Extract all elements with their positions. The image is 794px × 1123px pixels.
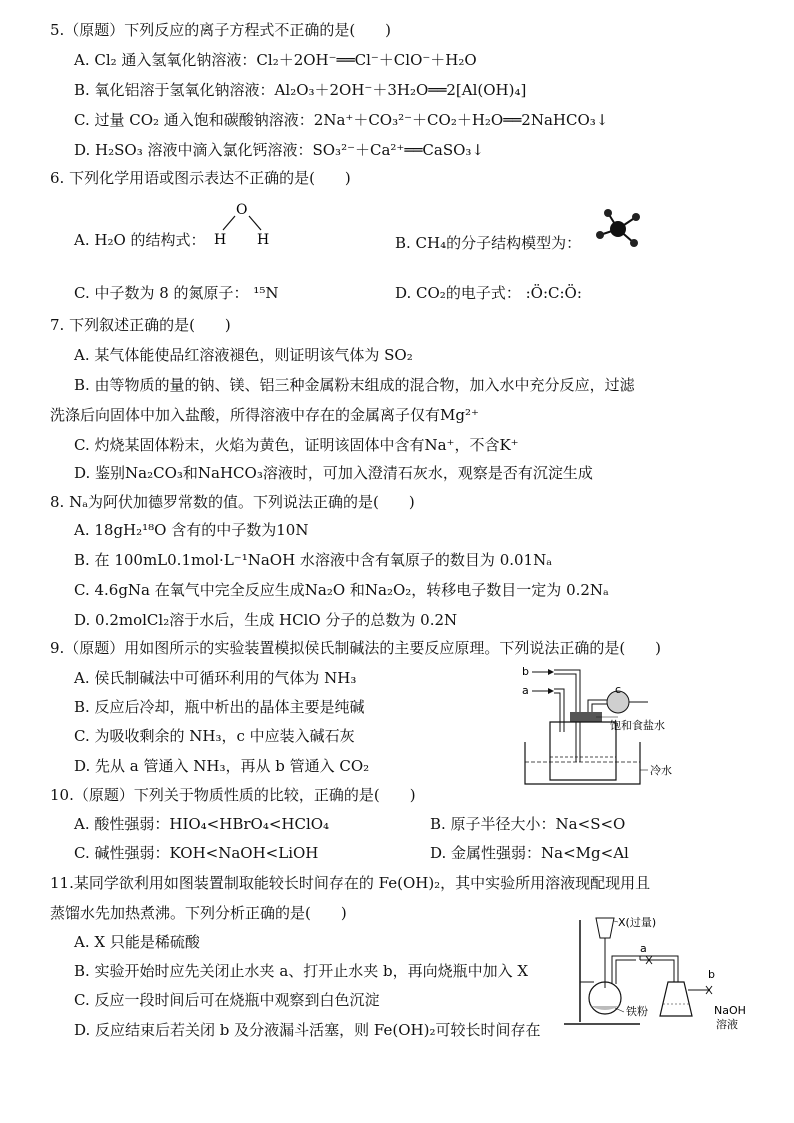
- q7-option-b-cont: 洗涤后向固体中加入盐酸，所得溶液中存在的金属离子仅有Mg²⁺: [50, 406, 479, 424]
- tube-b-label: b: [522, 665, 529, 678]
- q6-option-a[interactable]: A. H₂O 的结构式：: [74, 231, 206, 249]
- co2-electron-formula: :Ö:C:Ö:: [525, 284, 582, 302]
- water-structure-diagram: [205, 198, 275, 248]
- q11-option-b[interactable]: B. 实验开始时应先关闭止水夹 a、打开止水夹 b，再向烧瓶中加入 X: [74, 962, 529, 980]
- q11-stem-line1: 11.某同学欲利用如图装置制取能较长时间存在的 Fe(OH)₂，其中实验所用溶液现配现用且: [50, 874, 651, 892]
- q5-option-c[interactable]: C. 过量 CO₂ 通入饱和碳酸钠溶液：2Na⁺＋CO₃²⁻＋CO₂＋H₂O══2NaHCO₃↓: [74, 111, 609, 129]
- q8-stem: 8. Nₐ为阿伏加德罗常数的值。下列说法正确的是( ): [50, 493, 415, 511]
- q8-option-b[interactable]: B. 在 100mL0.1mol·L⁻¹NaOH 水溶液中含有氧原子的数目为 0.01Nₐ: [74, 551, 553, 569]
- water-h-label-left: H: [214, 232, 227, 248]
- clamp-a-label: a: [640, 942, 647, 955]
- fe-oh2-apparatus: [560, 912, 760, 1037]
- q6-option-c[interactable]: [74, 283, 279, 303]
- hou-process-apparatus: [520, 662, 695, 787]
- q8-option-a[interactable]: A. 18gH₂¹⁸O 含有的中子数为10N: [74, 521, 309, 539]
- ch4-ball-stick-model: [592, 205, 648, 251]
- q10-option-a[interactable]: A. 酸性强弱：HIO₄<HBrO₄<HClO₄: [74, 815, 330, 833]
- q11-stem-line2: 蒸馏水先加热煮沸。下列分析正确的是( ): [50, 904, 347, 922]
- q6-option-d[interactable]: [395, 283, 582, 303]
- q10-option-b[interactable]: B. 原子半径大小：Na<S<O: [430, 815, 626, 833]
- solution-label: 溶液: [716, 1018, 738, 1031]
- q7-option-c[interactable]: C. 灼烧某固体粉末，火焰为黄色，证明该固体中含有Na⁺，不含K⁺: [74, 436, 519, 454]
- q5-option-a[interactable]: A. Cl₂ 通入氢氧化钠溶液：Cl₂＋2OH⁻══Cl⁻＋ClO⁻＋H₂O: [74, 51, 477, 69]
- q5-stem: 5.（原题）下列反应的离子方程式不正确的是( ): [50, 21, 392, 39]
- q7-stem: 7. 下列叙述正确的是( ): [50, 316, 231, 334]
- q9-option-d[interactable]: D. 先从 a 管通入 NH₃，再从 b 管通入 CO₂: [74, 757, 370, 775]
- q6-option-d-text: D. CO₂的电子式：: [395, 284, 521, 302]
- water-o-label: O: [236, 202, 248, 218]
- q6-stem: 6. 下列化学用语或图示表达不正确的是( ): [50, 169, 351, 187]
- q8-option-c[interactable]: C. 4.6gNa 在氧气中完全反应生成Na₂O 和Na₂O₂，转移电子数目一定为 0.2Nₐ: [74, 581, 609, 599]
- water-h-label-right: H: [257, 232, 270, 248]
- brine-label: 饱和食盐水: [610, 719, 665, 732]
- q6-option-b[interactable]: B. CH₄的分子结构模型为：: [395, 234, 582, 252]
- q9-option-a[interactable]: A. 侯氏制碱法中可循环利用的气体为 NH₃: [74, 669, 357, 687]
- q6-option-c-text: C. 中子数为 8 的氮原子：: [74, 284, 249, 302]
- q5-option-d[interactable]: D. H₂SO₃ 溶液中滴入氯化钙溶液：SO₃²⁻＋Ca²⁺══CaSO₃↓: [74, 141, 484, 159]
- tube-c-label: c: [615, 683, 622, 696]
- q7-option-a[interactable]: A. 某气体能使品红溶液褪色，则证明该气体为 SO₂: [74, 346, 413, 364]
- q11-option-a[interactable]: A. X 只能是稀硫酸: [74, 933, 200, 951]
- q10-option-d[interactable]: D. 金属性强弱：Na<Mg<Al: [430, 844, 629, 862]
- q9-option-b[interactable]: B. 反应后冷却，瓶中析出的晶体主要是纯碱: [74, 698, 365, 716]
- iron-powder-label: 铁粉: [626, 1005, 648, 1018]
- cold-water-label: 冷水: [650, 764, 672, 777]
- tube-a-label: a: [522, 684, 529, 697]
- q9-option-c[interactable]: C. 为吸收剩余的 NH₃，c 中应装入碱石灰: [74, 727, 355, 745]
- q11-option-d[interactable]: D. 反应结束后若关闭 b 及分液漏斗活塞，则 Fe(OH)₂可较长时间存在: [74, 1021, 541, 1039]
- nitrogen-isotope-symbol: ¹⁵N: [253, 284, 279, 302]
- q10-option-c[interactable]: C. 碱性强弱：KOH<NaOH<LiOH: [74, 844, 319, 862]
- q10-stem: 10.（原题）下列关于物质性质的比较，正确的是( ): [50, 786, 416, 804]
- q7-option-b[interactable]: B. 由等物质的量的钠、镁、铝三种金属粉末组成的混合物，加入水中充分反应，过滤: [74, 376, 635, 394]
- q11-option-c[interactable]: C. 反应一段时间后可在烧瓶中观察到白色沉淀: [74, 991, 380, 1009]
- funnel-x-label: X(过量): [618, 916, 657, 929]
- q7-option-d[interactable]: D. 鉴别Na₂CO₃和NaHCO₃溶液时，可加入澄清石灰水，观察是否有沉淀生成: [74, 464, 593, 482]
- naoh-label: NaOH: [714, 1004, 746, 1017]
- q9-stem: 9.（原题）用如图所示的实验装置模拟侯氏制碱法的主要反应原理。下列说法正确的是( ): [50, 639, 662, 657]
- clamp-b-label: b: [708, 968, 715, 981]
- q5-option-b[interactable]: B. 氧化铝溶于氢氧化钠溶液：Al₂O₃＋2OH⁻＋3H₂O══2[Al(OH)₄]: [74, 81, 527, 99]
- q8-option-d[interactable]: D. 0.2molCl₂溶于水后，生成 HClO 分子的总数为 0.2N: [74, 611, 458, 629]
